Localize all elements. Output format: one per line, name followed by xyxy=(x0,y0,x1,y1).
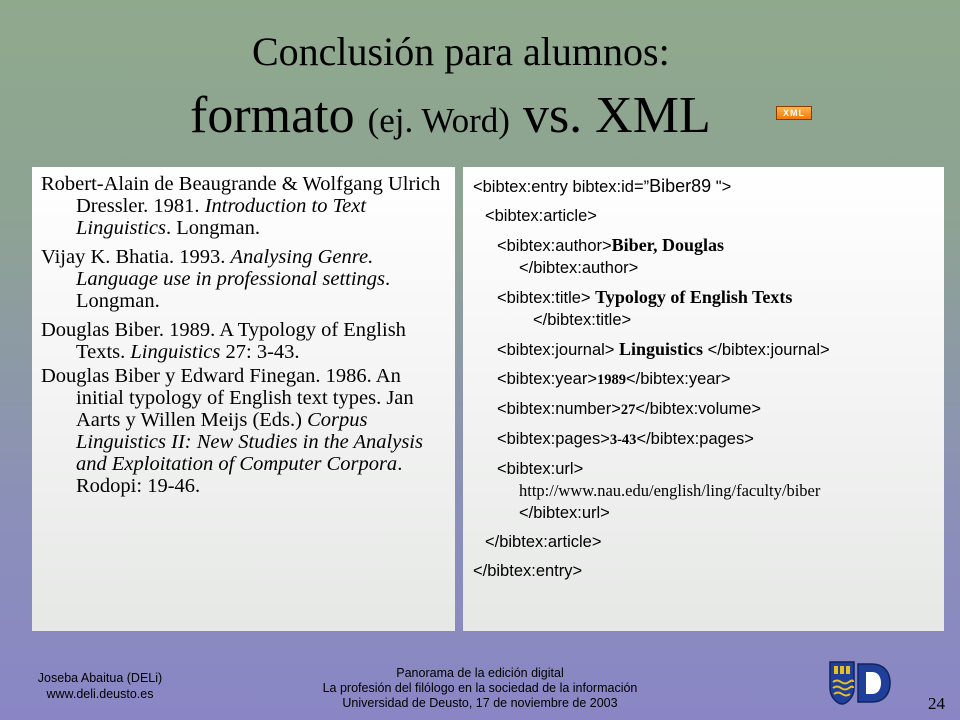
deusto-ud-logo-icon xyxy=(828,660,892,706)
ref-text: Robert-Alain de Beaugrande & Wolfgang Ulrich Dressler. 1981. xyxy=(41,173,441,217)
xml-entry-id: Biber89 xyxy=(649,176,712,196)
xml-author-close: </bibtex:author> xyxy=(519,259,639,277)
xml-tag: </bibtex:journal> xyxy=(703,341,830,359)
ref-text: Douglas Biber. 1989. A Typology of English Texts. xyxy=(41,319,406,363)
title-formato: formato xyxy=(190,87,368,144)
xml-entry-close: </bibtex:entry> xyxy=(473,562,583,580)
xml-tag: </bibtex:pages> xyxy=(636,430,754,448)
xml-entry-open xyxy=(473,175,938,198)
ref-italic: Corpus Linguistics II: New Studies in the Analysis and Exploitation of Computer Corpora xyxy=(76,409,423,475)
title-vs-xml: vs. XML xyxy=(509,87,711,144)
reference-item xyxy=(41,319,447,363)
xml-url-close: </bibtex:url> xyxy=(519,504,610,522)
xml-tag: </bibtex:year> xyxy=(625,370,731,388)
xml-journal-line xyxy=(473,338,938,361)
xml-panel xyxy=(463,167,944,631)
xml-title-value: Typology of English Texts xyxy=(595,287,793,307)
xml-tag: <bibtex:entry bibtex:id=” xyxy=(473,178,650,196)
xml-badge-icon: XML xyxy=(776,106,812,120)
ref-italic: Linguistics xyxy=(130,341,221,363)
xml-tag: <bibtex:number> xyxy=(497,400,621,418)
xml-article-close: </bibtex:article> xyxy=(485,533,602,551)
xml-year-line xyxy=(473,368,938,391)
xml-tag: <bibtex:pages> xyxy=(497,430,610,448)
reference-item xyxy=(41,173,447,239)
slide-title xyxy=(0,22,960,162)
footer-line2: La profesión del filólogo en la sociedad de la información xyxy=(322,681,638,695)
page-number: 24 xyxy=(928,694,945,713)
xml-tag: <bibtex:author> xyxy=(497,237,612,255)
xml-year-value: 1989 xyxy=(596,372,626,388)
xml-tag: <bibtex:title> xyxy=(497,289,596,307)
ref-text: . Rodopi: 19-46. xyxy=(76,453,403,497)
xml-number-line xyxy=(473,398,938,421)
xml-title-close: </bibtex:title> xyxy=(533,311,632,329)
xml-title-line xyxy=(473,286,938,309)
title-line2 xyxy=(190,84,711,153)
footer-line3: Universidad de Deusto, 17 de noviembre de 2003 xyxy=(342,696,618,710)
logo-letter-d xyxy=(858,664,890,702)
xml-journal-value: Linguistics xyxy=(619,339,704,359)
references-panel xyxy=(32,167,455,631)
xml-author-value: Biber, Douglas xyxy=(611,235,725,255)
title-ej-word: (ej. Word) xyxy=(367,101,510,140)
xml-number-value: 27 xyxy=(620,402,636,418)
ref-italic: Analysing Genre. Language use in professional settings xyxy=(76,246,386,290)
reference-item xyxy=(41,365,447,497)
xml-url-value xyxy=(473,480,938,502)
xml-pages-line xyxy=(473,428,938,451)
ref-text: Douglas Biber y Edward Finegan. 1986. An initial typology of English text types. Jan Aarts y Willen Meijs (Eds.) xyxy=(41,365,414,431)
xml-tag: </bibtex:volume> xyxy=(635,400,762,418)
footer-author-name: Joseba Abaitua (DELi) xyxy=(37,671,163,685)
xml-url-open: <bibtex:url> xyxy=(497,460,584,478)
ref-text: Vijay K. Bhatia. 1993. xyxy=(41,246,231,268)
ref-italic: Introduction to Text Linguistics xyxy=(76,195,367,239)
xml-article-open: <bibtex:article> xyxy=(485,207,597,225)
footer-author xyxy=(20,670,180,702)
xml-author-line xyxy=(473,234,938,257)
xml-pages-value: 3-43 xyxy=(609,432,637,448)
footer-event xyxy=(270,666,690,711)
reference-item xyxy=(41,246,447,312)
footer-line1: Panorama de la edición digital xyxy=(396,666,564,680)
logo-shield xyxy=(830,662,854,704)
xml-url-text: http://www.nau.edu/english/ling/faculty/biber xyxy=(519,481,821,500)
xml-tag: <bibtex:journal> xyxy=(497,341,620,359)
footer-site: www.deli.deusto.es xyxy=(46,687,154,701)
ref-text: . Longman. xyxy=(166,217,260,239)
title-line1: Conclusión para alumnos: xyxy=(252,29,670,74)
ref-text: . Longman. xyxy=(76,268,391,312)
ref-text: 27: 3-43. xyxy=(220,341,300,363)
xml-tag: <bibtex:year> xyxy=(497,370,597,388)
xml-tag: "> xyxy=(711,178,732,196)
